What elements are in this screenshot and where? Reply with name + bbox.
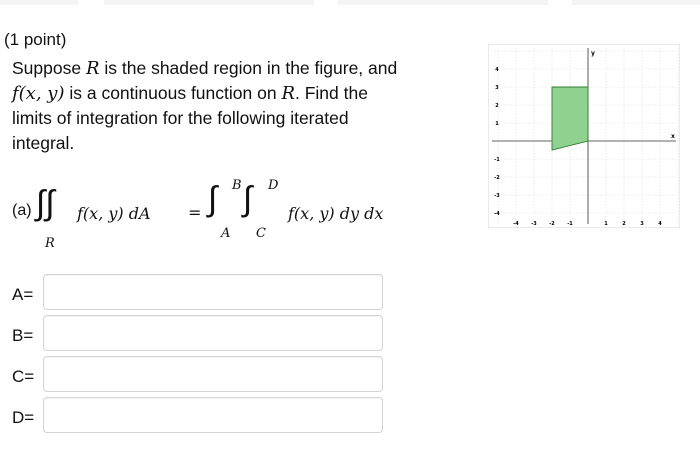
top-tab xyxy=(0,0,78,5)
outer-upper-limit: B xyxy=(232,178,242,193)
y-tick-label: -1 xyxy=(494,157,500,163)
y-tick-label: 3 xyxy=(495,85,499,91)
outer-integral-sign: ∫ xyxy=(208,180,218,218)
problem-line-4: integral. xyxy=(12,133,75,153)
y-tick-label: -2 xyxy=(494,175,500,181)
region-graph xyxy=(488,44,680,228)
inner-lower-limit: C xyxy=(256,226,266,241)
field-c-input[interactable] xyxy=(43,356,383,392)
shaded-region xyxy=(552,87,588,150)
x-tick-label: 3 xyxy=(640,221,644,227)
x-tick-label: -4 xyxy=(513,221,519,227)
y-tick-label: -4 xyxy=(494,211,500,217)
region-symbol: R xyxy=(85,58,100,79)
top-tab xyxy=(338,0,548,5)
outer-lower-limit: A xyxy=(221,226,231,241)
problem-line-3: limits of integration for the following iterated xyxy=(12,108,349,128)
field-a-label: A= xyxy=(12,285,34,304)
top-bar xyxy=(0,0,700,6)
equals-sign: = xyxy=(188,203,202,222)
y-tick-label: 1 xyxy=(495,121,499,127)
x-tick-label: -2 xyxy=(549,221,555,227)
x-tick-label: -3 xyxy=(531,221,537,227)
y-tick-label: 4 xyxy=(495,67,499,73)
part-a-label: (a) xyxy=(12,202,32,219)
top-tab xyxy=(572,0,700,5)
inner-integral-sign: ∫ xyxy=(243,180,253,218)
points-label: (1 point) xyxy=(4,30,67,49)
region-symbol: R xyxy=(281,83,295,104)
problem-line-2: f(x, y) is a continuous function on R. Find the xyxy=(12,83,368,104)
y-axis-label: y xyxy=(591,50,595,57)
inner-upper-limit: D xyxy=(268,178,279,193)
field-c-label: C= xyxy=(12,367,35,386)
field-b-label: B= xyxy=(12,326,34,345)
x-axis-label: x xyxy=(671,133,675,140)
x-tick-label: 1 xyxy=(604,221,608,227)
field-d-label: D= xyxy=(12,408,35,427)
field-b-input[interactable] xyxy=(43,315,383,351)
x-tick-label: -1 xyxy=(567,221,573,227)
region-subscript: R xyxy=(45,236,55,251)
rhs-integrand: f(x, y) dy dx xyxy=(288,204,384,223)
field-d-input[interactable] xyxy=(43,397,383,433)
x-tick-label: 2 xyxy=(622,221,626,227)
y-tick-label: 2 xyxy=(495,103,499,109)
function-symbol: f(x, y) xyxy=(12,83,65,104)
lhs-integrand: f(x, y) dA xyxy=(77,204,151,223)
problem-statement xyxy=(12,56,452,156)
problem-line-1: Suppose R is the shaded region in the figure, and xyxy=(12,58,398,79)
y-tick-label: -3 xyxy=(494,193,500,199)
field-a-input[interactable] xyxy=(43,274,383,310)
double-integral-sign: ∫∫ xyxy=(36,184,55,222)
top-tab xyxy=(104,0,314,5)
x-tick-label: 4 xyxy=(658,221,662,227)
